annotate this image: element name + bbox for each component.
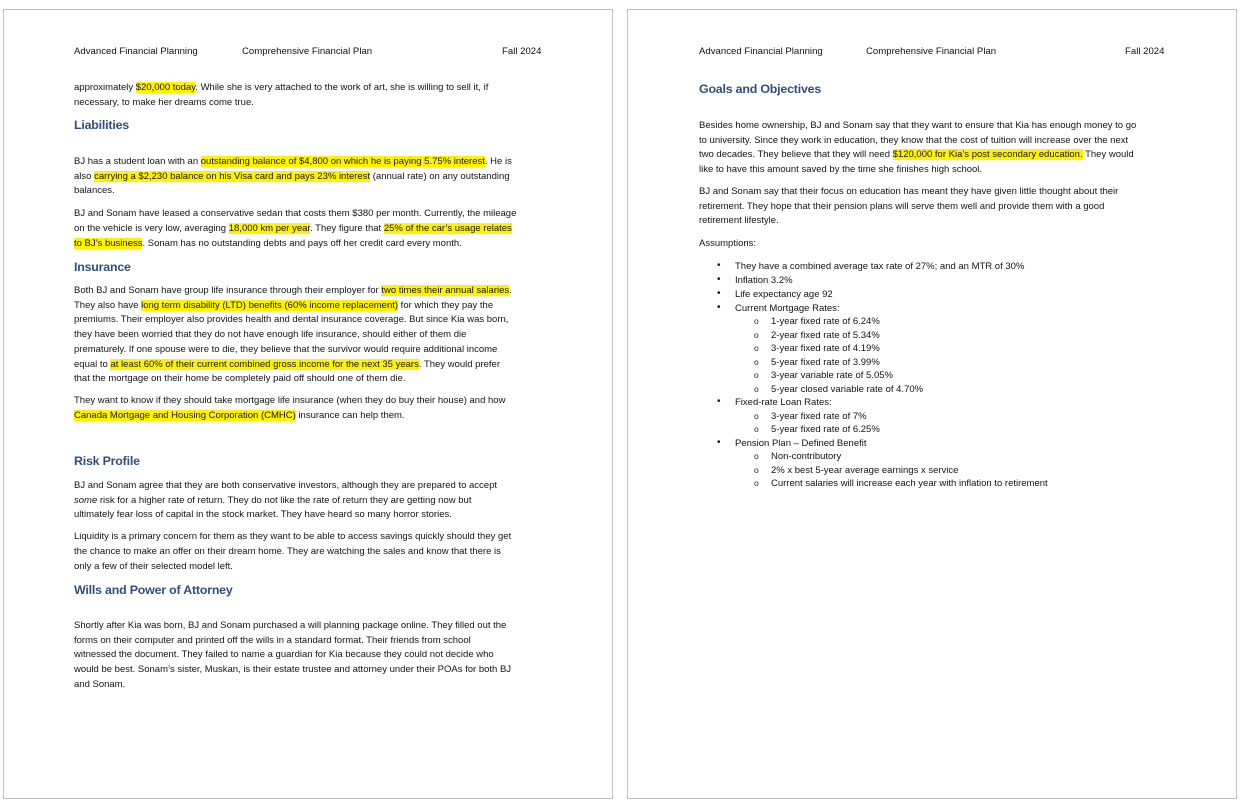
goals-line: retirement lifestyle. [699, 215, 779, 226]
bullet-marker: • [717, 274, 721, 285]
highlight: outstanding balance of $4,800 on which he is paying 5.75% interest [200, 156, 485, 167]
bullet-marker: • [717, 302, 721, 313]
sub-bullet-marker: o [754, 384, 759, 394]
mortgage-rate-item: 5-year closed variable rate of 4.70% [771, 384, 924, 395]
risk-line: some risk for a higher rate of return. They do not like the rate of return they are getting now but [74, 495, 472, 506]
liabilities-line: balances. [74, 185, 115, 196]
mortgage-rate-item: 1-year fixed rate of 6.24% [771, 316, 880, 327]
wills-line: and Sonam. [74, 679, 126, 690]
liabilities-line: BJ has a student loan with an outstanding balance of $4,800 on which he is paying 5.75% interest. He is [74, 156, 512, 167]
assumption-item: Pension Plan – Defined Benefit [735, 438, 867, 449]
goals-heading: Goals and Objectives [699, 82, 822, 96]
highlight: 18,000 km per year [228, 223, 311, 234]
highlight: long term disability (LTD) benefits (60% income replacement) [141, 300, 399, 311]
header-term: Fall 2024 [1125, 46, 1165, 57]
sub-bullet-marker: o [754, 316, 759, 326]
assumptions-label: Assumptions: [699, 238, 757, 249]
bullet-marker: • [717, 288, 721, 299]
goals-line: two decades. They believe that they will need $120,000 for Kia’s post secondary education. They would [699, 149, 1134, 160]
liabilities-heading: Liabilities [74, 118, 129, 132]
insurance-line: Canada Mortgage and Housing Corporation (CMHC) insurance can help them. [74, 410, 405, 421]
risk-line: the chance to make an offer on their dream home. They are watching the sales and know that there is [74, 546, 501, 557]
loan-rate-item: 5-year fixed rate of 6.25% [771, 424, 880, 435]
insurance-heading: Insurance [74, 260, 131, 274]
bullet-marker: • [717, 396, 721, 407]
loan-rate-item: 3-year fixed rate of 7% [771, 411, 867, 422]
insurance-line: prematurely. If one spouse were to die, they believe that the survivor would require additional income [74, 344, 498, 355]
goals-line: retirement. They hope that their pension plans will serve them well and provide them with a good [699, 201, 1105, 212]
intro-line: necessary, to make her dreams come true. [74, 97, 254, 108]
highlight: $120,000 for Kia’s post secondary education. [892, 149, 1083, 160]
goals-line: Besides home ownership, BJ and Sonam say that they want to ensure that Kia has enough money to go [699, 120, 1137, 131]
risk-line: only a few of their selected model left. [74, 561, 233, 572]
insurance-line: premiums. Their employer also provides health and dental insurance coverage. But since Kia was born, [74, 314, 509, 325]
assumption-item: Current Mortgage Rates: [735, 303, 840, 314]
sub-bullet-marker: o [754, 478, 759, 488]
highlight: at least 60% of their current combined gross income for the next 35 years [110, 359, 419, 370]
wills-line: witnessed the document. They failed to name a guardian for Kia because they could not decide who [74, 649, 494, 660]
sub-bullet-marker: o [754, 357, 759, 367]
mortgage-rate-item: 2-year fixed rate of 5.34% [771, 330, 880, 341]
sub-bullet-marker: o [754, 424, 759, 434]
liabilities-line: BJ and Sonam have leased a conservative sedan that costs them $380 per month. Currently, the mileage [74, 208, 517, 219]
document-page-right [627, 9, 1237, 799]
highlight: carrying a $2,230 balance on his Visa card and pays 23% interest [94, 171, 371, 182]
risk-line: Liquidity is a primary concern for them as they want to be able to access savings quickly should they get [74, 531, 512, 542]
highlight: Canada Mortgage and Housing Corporation (CMHC) [74, 410, 296, 421]
insurance-line: that the mortgage on their home be completely paid off should one of them die. [74, 373, 406, 384]
goals-line: like to have this amount saved by the time she finishes high school. [699, 164, 983, 175]
header-course: Advanced Financial Planning [699, 46, 823, 57]
mortgage-rate-item: 3-year variable rate of 5.05% [771, 370, 893, 381]
goals-line: BJ and Sonam say that their focus on education has meant they have given little thought about their [699, 186, 1119, 197]
mortgage-rate-item: 3-year fixed rate of 4.19% [771, 343, 880, 354]
sub-bullet-marker: o [754, 343, 759, 353]
mortgage-rate-item: 5-year fixed rate of 3.99% [771, 357, 880, 368]
wills-line: forms on their computer and printed off the wills in a standard format. Their friends from school [74, 635, 471, 646]
liabilities-line: also carrying a $2,230 balance on his Visa card and pays 23% interest (annual rate) on any outstanding [74, 171, 510, 182]
highlight: 25% of the car’s usage relates [383, 223, 512, 234]
highlight: $20,000 today [135, 82, 196, 93]
bullet-marker: • [717, 260, 721, 271]
pension-item: 2% x best 5-year average earnings x service [771, 465, 959, 476]
sub-bullet-marker: o [754, 465, 759, 475]
assumption-item: They have a combined average tax rate of 27%; and an MTR of 30% [735, 261, 1025, 272]
risk-line: BJ and Sonam agree that they are both conservative investors, although they are prepared to accept [74, 480, 498, 491]
pension-item: Current salaries will increase each year with inflation to retirement [771, 478, 1048, 489]
wills-line: would be best. Sonam’s sister, Muskan, is their estate trustee and attorney under their POAs for both BJ [74, 664, 512, 675]
insurance-line: They want to know if they should take mortgage life insurance (when they do buy their house) and how [74, 395, 506, 406]
header-course: Advanced Financial Planning [74, 46, 198, 57]
insurance-line: Both BJ and Sonam have group life insurance through their employer for two times their annual salaries. [74, 285, 512, 296]
document-page-left [3, 9, 613, 799]
risk-line: ultimately fear loss of capital in the stock market. They have heard so many horror stories. [74, 509, 452, 520]
sub-bullet-marker: o [754, 330, 759, 340]
liabilities-line: to BJ’s business. Sonam has no outstanding debts and pays off her credit card every month. [74, 238, 462, 249]
highlight: two times their annual salaries [381, 285, 510, 296]
sub-bullet-marker: o [754, 411, 759, 421]
goals-line: to university. Since they work in education, they know that the cost of tuition will increase over the next [699, 135, 1129, 146]
insurance-line: equal to at least 60% of their current combined gross income for the next 35 years. They would prefer [74, 359, 500, 370]
sub-bullet-marker: o [754, 370, 759, 380]
intro-line: approximately $20,000 today. While she is very attached to the work of art, she is willing to sell it, if [74, 82, 489, 93]
liabilities-line: on the vehicle is very low, averaging 18,000 km per year. They figure that 25% of the car’s usage relates [74, 223, 512, 234]
header-title: Comprehensive Financial Plan [242, 46, 373, 57]
wills-heading: Wills and Power of Attorney [74, 583, 233, 597]
bullet-marker: • [717, 437, 721, 448]
pension-item: Non-contributory [771, 451, 842, 462]
header-title: Comprehensive Financial Plan [866, 46, 997, 57]
wills-line: Shortly after Kia was born, BJ and Sonam purchased a will planning package online. They filled out the [74, 620, 507, 631]
assumption-item: Inflation 3.2% [735, 275, 793, 286]
assumption-item: Life expectancy age 92 [735, 289, 833, 300]
sub-bullet-marker: o [754, 451, 759, 461]
header-term: Fall 2024 [502, 46, 542, 57]
insurance-line: They also have long term disability (LTD) benefits (60% income replacement) for which they pay the [74, 300, 494, 311]
insurance-line: they have been worried that they do not have enough life insurance, should either of them die [74, 329, 467, 340]
risk-profile-heading: Risk Profile [74, 454, 140, 468]
assumption-item: Fixed-rate Loan Rates: [735, 397, 832, 408]
highlight: to BJ’s business [74, 238, 143, 249]
